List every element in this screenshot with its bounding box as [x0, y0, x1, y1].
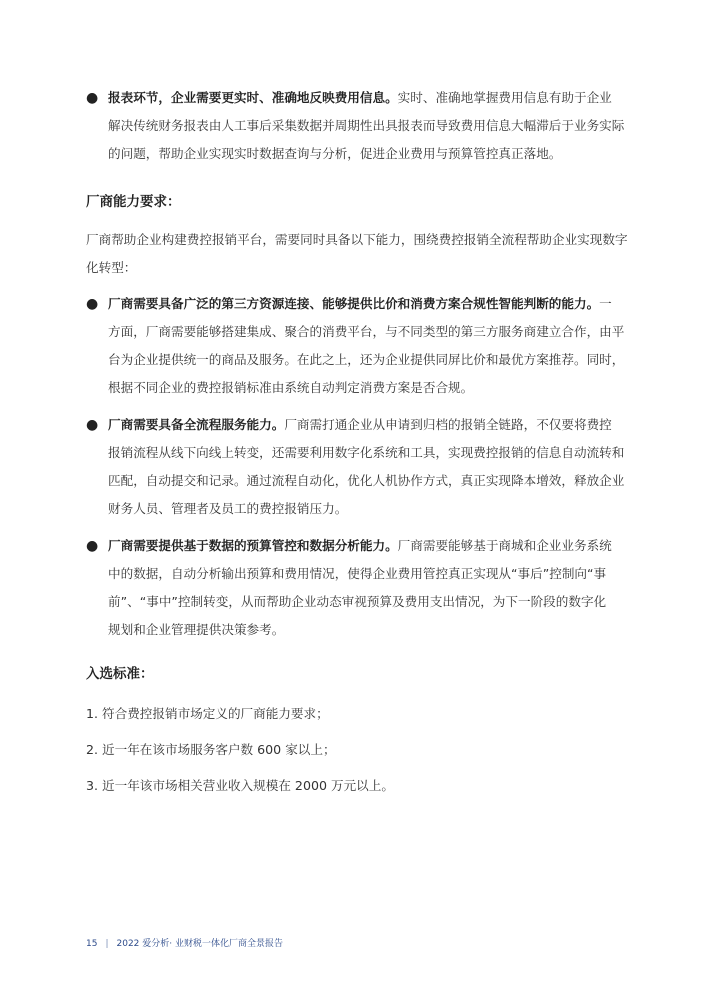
vendor-intro-line: 化转型：: [86, 260, 137, 275]
report-title: 2022 爱分析· 业财税一体化厂商全景报告: [116, 939, 283, 949]
bullet-bold-lead: 报表环节，企业需要更实时、准确地反映费用信息。: [108, 90, 398, 105]
bullet-dot: ●: [86, 417, 99, 433]
criteria-item: 2. 近一年在该市场服务客户数 600 家以上；: [86, 742, 336, 757]
bullet-text: 实时、准确地掌握费用信息有助于企业: [397, 90, 612, 105]
criteria-item: 3. 近一年该市场相关营业收入规模在 2000 万元以上。: [86, 778, 394, 793]
bullet-dot: ●: [86, 90, 99, 106]
bullet-text: 厂商需要能够基于商城和企业业务系统: [397, 538, 612, 553]
selection-criteria-heading: 入选标准：: [86, 666, 154, 682]
bullet-line: 前”、“事中”控制转变，从而帮助企业动态审视预算及费用支出情况，为下一阶段的数字化: [108, 594, 607, 609]
bullet-bold-lead: 厂商需要具备广泛的第三方资源连接、能够提供比价和消费方案合规性智能判断的能力。: [108, 296, 600, 311]
bullet-line: [108, 532, 612, 560]
page-number: 15: [86, 939, 98, 949]
vendor-requirements-heading: 厂商能力要求：: [86, 194, 181, 210]
bullet-line: 方面，厂商需要能够搭建集成、聚合的消费平台，与不同类型的第三方服务商建立合作，由平: [108, 324, 625, 339]
bullet-line: 规划和企业管理提供决策参考。: [108, 622, 285, 637]
bullet-line: 匹配，自动提交和记录。通过流程自动化，优化人机协作方式，真正实现降本增效，释放企业: [108, 473, 625, 488]
bullet-bold-lead: 厂商需要具备全流程服务能力。: [108, 417, 285, 432]
page-footer: [86, 936, 283, 949]
bullet-line: 根据不同企业的费控报销标准由系统自动判定消费方案是否合规。: [108, 380, 474, 395]
bullet-line: 的问题，帮助企业实现实时数据查询与分析，促进企业费用与预算管控真正落地。: [108, 146, 562, 161]
bullet-dot: ●: [86, 296, 99, 312]
bullet-line: [108, 84, 612, 112]
bullet-line: 解决传统财务报表由人工事后采集数据并周期性出具报表而导致费用信息大幅滞后于业务实际: [108, 118, 625, 133]
bullet-line: 财务人员、管理者及员工的费控报销压力。: [108, 501, 348, 516]
vendor-intro-line: 厂商帮助企业构建费控报销平台，需要同时具备以下能力，围绕费控报销全流程帮助企业实现数字: [86, 232, 628, 247]
bullet-line: [108, 411, 612, 439]
criteria-item: 1. 符合费控报销市场定义的厂商能力要求；: [86, 706, 329, 721]
footer-separator: |: [105, 939, 109, 949]
bullet-text: 一: [599, 296, 612, 311]
bullet-line: 中的数据，自动分析输出预算和费用情况，使得企业费用管控真正实现从“事后”控制向“事: [108, 566, 607, 581]
bullet-line: [108, 290, 612, 318]
bullet-dot: ●: [86, 538, 99, 554]
bullet-bold-lead: 厂商需要提供基于数据的预算管控和数据分析能力。: [108, 538, 398, 553]
bullet-line: 台为企业提供统一的商品及服务。在此之上，还为企业提供同屏比价和最优方案推荐。同时，: [108, 352, 625, 367]
bullet-line: 报销流程从线下向线上转变，还需要利用数字化系统和工具，实现费控报销的信息自动流转和: [108, 445, 625, 460]
bullet-text: 厂商需打通企业从申请到归档的报销全链路，不仅要将费控: [284, 417, 612, 432]
